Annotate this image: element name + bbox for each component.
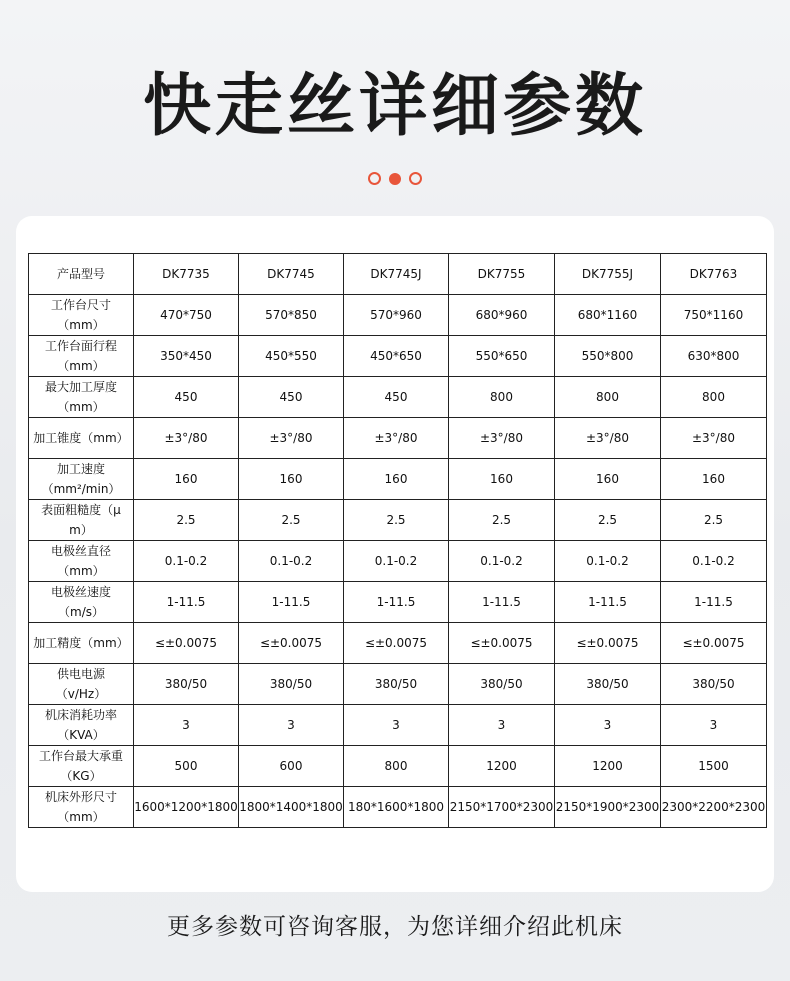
value-cell: 160: [134, 459, 239, 500]
row-label-line2: （mm）: [57, 564, 105, 578]
value-cell: 2150*1900*2300: [555, 787, 661, 828]
value-cell: 2.5: [449, 500, 555, 541]
row-label-line1: 电极丝速度: [50, 585, 111, 599]
row-label-line2: （mm）: [57, 400, 105, 414]
value-cell: 380/50: [239, 664, 344, 705]
row-label: [29, 295, 134, 336]
value-cell: 0.1-0.2: [555, 541, 661, 582]
dot-icon: [409, 172, 422, 185]
value-cell: 550*650: [449, 336, 555, 377]
row-label-line1: 加工锥度（mm）: [33, 431, 129, 445]
value-cell: 2300*2200*2300: [661, 787, 767, 828]
model-cell: DK7735: [134, 254, 239, 295]
value-cell: 2.5: [239, 500, 344, 541]
value-cell: 3: [449, 705, 555, 746]
value-cell: ≤±0.0075: [134, 623, 239, 664]
value-cell: 160: [449, 459, 555, 500]
value-cell: 180*1600*1800: [344, 787, 449, 828]
value-cell: 450: [344, 377, 449, 418]
row-label-line1: 电极丝直径: [50, 544, 111, 558]
row-label-line1: 机床消耗功率: [44, 708, 117, 722]
model-cell: DK7745: [239, 254, 344, 295]
spec-table: [28, 253, 767, 828]
value-cell: 1-11.5: [449, 582, 555, 623]
row-label: [29, 377, 134, 418]
value-cell: 160: [661, 459, 767, 500]
table-row: [29, 623, 767, 664]
model-cell: DK7745J: [344, 254, 449, 295]
row-label-line1: 加工精度（mm）: [33, 636, 129, 650]
row-label-line1: 工作台尺寸: [50, 298, 111, 312]
value-cell: ±3°/80: [134, 418, 239, 459]
row-label-line2: （v/Hz）: [55, 687, 107, 701]
value-cell: 0.1-0.2: [239, 541, 344, 582]
table-row: [29, 582, 767, 623]
value-cell: ≤±0.0075: [661, 623, 767, 664]
row-label-line2: （KVA）: [57, 728, 105, 742]
value-cell: 800: [555, 377, 661, 418]
value-cell: 450*550: [239, 336, 344, 377]
value-cell: 750*1160: [661, 295, 767, 336]
row-label-line2: m）: [69, 523, 93, 537]
value-cell: 570*960: [344, 295, 449, 336]
value-cell: 380/50: [344, 664, 449, 705]
value-cell: 380/50: [555, 664, 661, 705]
table-row: [29, 664, 767, 705]
row-label: [29, 582, 134, 623]
row-label: [29, 500, 134, 541]
value-cell: 1800*1400*1800: [239, 787, 344, 828]
value-cell: 680*1160: [555, 295, 661, 336]
row-label-line1: 加工速度: [56, 462, 105, 476]
row-label-line2: （m/s）: [58, 605, 104, 619]
row-label: [29, 623, 134, 664]
row-label-line2: （mm²/min）: [41, 482, 121, 496]
model-cell: DK7763: [661, 254, 767, 295]
model-cell: DK7755: [449, 254, 555, 295]
value-cell: 680*960: [449, 295, 555, 336]
row-label: [29, 705, 134, 746]
row-label: [29, 541, 134, 582]
value-cell: 630*800: [661, 336, 767, 377]
table-row: [29, 377, 767, 418]
row-label-line2: （KG）: [60, 769, 102, 783]
row-label-line1: 工作台面行程: [44, 339, 117, 353]
value-cell: ±3°/80: [449, 418, 555, 459]
value-cell: 380/50: [661, 664, 767, 705]
table-row: [29, 336, 767, 377]
value-cell: 3: [344, 705, 449, 746]
row-label-line2: （mm）: [57, 359, 105, 373]
row-label: [29, 459, 134, 500]
value-cell: 500: [134, 746, 239, 787]
value-cell: ≤±0.0075: [239, 623, 344, 664]
row-label: [29, 418, 134, 459]
value-cell: 0.1-0.2: [449, 541, 555, 582]
value-cell: 450: [239, 377, 344, 418]
value-cell: 800: [449, 377, 555, 418]
value-cell: 1200: [449, 746, 555, 787]
value-cell: 800: [344, 746, 449, 787]
table-header-row: [29, 254, 767, 295]
table-row: [29, 500, 767, 541]
value-cell: ±3°/80: [344, 418, 449, 459]
value-cell: 1-11.5: [344, 582, 449, 623]
table-row: [29, 787, 767, 828]
value-cell: 1200: [555, 746, 661, 787]
value-cell: 3: [661, 705, 767, 746]
row-label-line1: 表面粗糙度（μ: [41, 503, 121, 517]
value-cell: 0.1-0.2: [134, 541, 239, 582]
value-cell: 2.5: [134, 500, 239, 541]
page-title: 快走丝详细参数: [142, 67, 647, 146]
value-cell: ±3°/80: [239, 418, 344, 459]
value-cell: 350*450: [134, 336, 239, 377]
value-cell: 160: [344, 459, 449, 500]
row-label-line1: 工作台最大承重: [38, 749, 123, 763]
value-cell: 1-11.5: [134, 582, 239, 623]
value-cell: 600: [239, 746, 344, 787]
value-cell: 470*750: [134, 295, 239, 336]
value-cell: 800: [661, 377, 767, 418]
table-row: [29, 705, 767, 746]
value-cell: 3: [239, 705, 344, 746]
row-label-line1: 供电电源: [56, 667, 105, 681]
model-cell: DK7755J: [555, 254, 661, 295]
footer-note: 更多参数可咨询客服，为您详细介绍此机床: [167, 914, 623, 940]
table-row: [29, 418, 767, 459]
table-row: [29, 295, 767, 336]
row-label: [29, 336, 134, 377]
decorative-dots: [0, 168, 790, 182]
value-cell: ±3°/80: [661, 418, 767, 459]
value-cell: ≤±0.0075: [449, 623, 555, 664]
row-label: [29, 664, 134, 705]
row-label-line1: 机床外形尺寸: [44, 790, 117, 804]
value-cell: 3: [134, 705, 239, 746]
header-label: 产品型号: [29, 254, 134, 295]
value-cell: 550*800: [555, 336, 661, 377]
value-cell: 1-11.5: [555, 582, 661, 623]
value-cell: 2.5: [661, 500, 767, 541]
value-cell: ≤±0.0075: [555, 623, 661, 664]
value-cell: 450: [134, 377, 239, 418]
value-cell: 160: [239, 459, 344, 500]
value-cell: 2.5: [344, 500, 449, 541]
value-cell: 2.5: [555, 500, 661, 541]
value-cell: 0.1-0.2: [344, 541, 449, 582]
row-label: [29, 787, 134, 828]
value-cell: 380/50: [449, 664, 555, 705]
value-cell: 1-11.5: [239, 582, 344, 623]
value-cell: 380/50: [134, 664, 239, 705]
value-cell: 570*850: [239, 295, 344, 336]
value-cell: ≤±0.0075: [344, 623, 449, 664]
value-cell: 0.1-0.2: [661, 541, 767, 582]
value-cell: 450*650: [344, 336, 449, 377]
dot-icon: [389, 173, 401, 185]
row-label: [29, 746, 134, 787]
value-cell: 3: [555, 705, 661, 746]
dot-icon: [368, 172, 381, 185]
value-cell: 160: [555, 459, 661, 500]
value-cell: 2150*1700*2300: [449, 787, 555, 828]
row-label-line1: 最大加工厚度: [44, 380, 117, 394]
value-cell: 1-11.5: [661, 582, 767, 623]
table-row: [29, 541, 767, 582]
table-row: [29, 459, 767, 500]
value-cell: 1500: [661, 746, 767, 787]
value-cell: ±3°/80: [555, 418, 661, 459]
row-label-line2: （mm）: [57, 810, 105, 824]
table-row: [29, 746, 767, 787]
row-label-line2: （mm）: [57, 318, 105, 332]
value-cell: 1600*1200*1800: [134, 787, 239, 828]
